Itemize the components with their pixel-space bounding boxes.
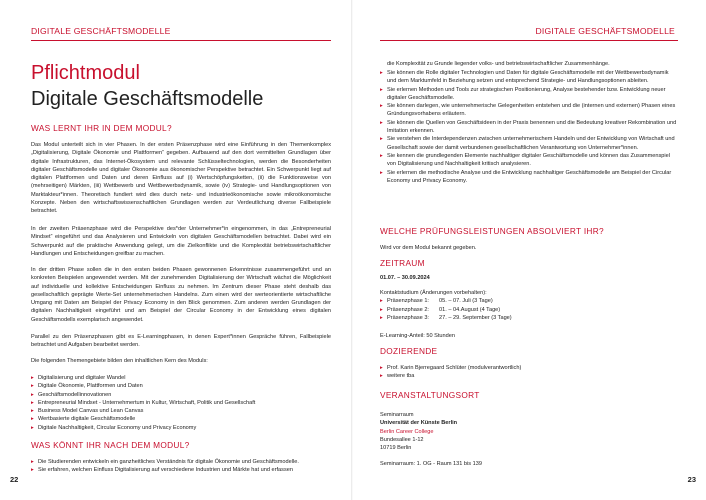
- continuation: [380, 60, 678, 68]
- arrow-icon: ▸: [31, 375, 34, 381]
- zeitraum-block: [380, 274, 678, 282]
- arrow-icon: ▸: [380, 70, 383, 76]
- section-heading-dozierende: DOZIERENDE: [380, 346, 438, 356]
- list-item: ▸ Die Studierenden entwickeln ein ganzheitliches Verständnis für digitale Ökonomie und Geschäftsmodelle.: [31, 459, 299, 465]
- arrow-icon: ▸: [31, 459, 34, 465]
- paragraph: In der dritten Phase sollen die in den ersten beiden Phasen gewonnenen Erkenntnisse zusammengeführt und an konkreten Beispielen angewendet werden. Mit der zunehmenden Digitalisierung der Wirtschaft wächst die Möglichkeit auf individuelle und kollektive Entscheidungen Einfluss zu nehmen. Im Zentrum dieser Phase steht deshalb das gesellschaftlich geprägte Werte-Set unternehmerischen Handelns. Zum einen wird der werteorientierte wirtschaftliche Umgang mit Daten am Beispiel der Privacy Economy in den Blick genommen. Zum anderen werden Grundlagen der digitalen Nachhaltigkeit eingeführt und am Beispiel der Circular Economy in der Entwicklung eines digitalen Geschäftsmodells exemplarisch angewendet.: [31, 267, 331, 323]
- arrow-icon: ▸: [380, 373, 383, 380]
- header-rule: [380, 40, 678, 41]
- ort-room: Seminarraum: 1. OG - Raum 131 bis 139: [380, 461, 482, 468]
- running-head: DIGITALE GESCHÄFTSMODELLE: [31, 26, 171, 36]
- list-item: ▸ Sie verstehen die Interdependenzen zwischen unternehmerischem Handeln und der Entwicklung von Wirtschaft und Gesellschaft sowie der damit verbundenen gesellschaftlichen Verantwortung von Unternehmer*innen.: [380, 136, 675, 151]
- para-2: [31, 225, 331, 258]
- paragraph: Parallel zu den Präsenzphasen gibt es E-Learningphasen, in denen Expert*innen Gespräche führen, Fallbeispiele betrachtet und Aufgaben bearbeitet werden.: [31, 334, 331, 349]
- arrow-icon: ▸: [31, 383, 34, 390]
- arrow-icon: ▸: [380, 365, 383, 371]
- page-number: 22: [10, 475, 19, 484]
- zeitraum-dates: 01.07. – 30.09.2024: [380, 275, 430, 281]
- arrow-icon: ▸: [31, 408, 34, 415]
- list-item: ▸ Digitalisierung und digitaler Wandel: [31, 375, 126, 381]
- list-item: ▸ Digitale Ökonomie, Plattformen und Daten: [31, 383, 143, 390]
- ort-block: [380, 411, 678, 469]
- kontakt-label: Kontaktstudium (Änderungen vorbehalten):: [380, 290, 487, 296]
- list-item: ▸ Digitale Nachhaltigkeit, Circular Economy und Privacy Economy: [31, 424, 197, 431]
- arrow-icon: ▸: [31, 391, 34, 398]
- paragraph: Das Modul unterteilt sich in vier Phasen. In der ersten Präsenzphase wird eine Einführung in den Themenkomplex „Digitalisierung, Digitale Ökonomie und Plattformen“ gegeben. Aufbauend auf den dort vermittelten Grundlagen über digitale Infrastrukturen, das Internet-Ökosystem und relevante Schlüsseltechnologien, werden die Besonderheiten digitaler Geschäftsmodelle und digitaler Ökonomie aus ökonomischer Perspektive betrachtet. Ein Schwerpunkt liegt auf digitalen Plattformen und Daten und deren Einfluss auf (i) Wertschöpfungsketten, (ii) die Funktionsweise von (mehrseitigen) Märkten, (iii) Wettbewerb und Wettbewerbsdynamik, sowie (iv) Strategie- und Handlungsoptionen von Marktakteur*innen. Theoretisch fundiert wird dies durch netz- und industrieökonomische sowie mikroökonomische Konzepte. Neben den wirtschaftswissenschaftlichen Grundlagen werden zur Verdeutlichung diverse Fallbeispiele betrachtet.: [31, 142, 331, 215]
- running-head: DIGITALE GESCHÄFTSMODELLE: [535, 26, 675, 36]
- phase-row: ▸ Präsenzphase 2: 01. – 04.August (4 Tage): [380, 306, 501, 313]
- list-item: ▸ Sie können die Quellen von Geschäftsideen in der Praxis benennen und die Bedeutung kreativer Rekombination und Imitation erkennen.: [380, 119, 677, 135]
- page-title: Digitale Geschäftsmodelle: [31, 88, 264, 110]
- continuation-text: die Komplexität zu Grunde liegender volks- und betriebswirtschaftlicher Zusammenhänge.: [387, 61, 610, 67]
- section-exam: [380, 226, 678, 236]
- arrow-icon: ▸: [31, 399, 34, 406]
- section-learn: [31, 123, 331, 133]
- exam-block: [380, 244, 678, 252]
- dozierende-list: [380, 364, 678, 381]
- ort-street: Bundesallee 1-12: [380, 436, 424, 443]
- section-heading-learn: WAS LERNT IHR IN DEM MODUL?: [31, 123, 172, 133]
- arrow-icon: ▸: [380, 136, 383, 143]
- list-item: ▸ Sie können darlegen, wie unternehmerische Gelegenheiten entstehen und die (internen und externen) Phasen eines Gründungsvorhabens erläutern.: [380, 103, 676, 118]
- right-page: [353, 0, 706, 500]
- arrow-icon: ▸: [380, 306, 383, 313]
- list-item: ▸ Prof. Karin Bjerregaard Schlüter (modulverantwortlich): [380, 365, 522, 371]
- section-zeitraum: [380, 258, 678, 268]
- section-heading-exam: WELCHE PRÜFUNGSLEISTUNGEN ABSOLVIERT IHR?: [380, 226, 604, 236]
- exam-text: Wird vor dem Modul bekannt gegeben.: [380, 245, 477, 251]
- arrow-icon: ▸: [31, 416, 34, 423]
- arrow-icon: ▸: [31, 467, 34, 474]
- list-item: ▸ Sie erfahren, welchen Einfluss Digitalisierung auf verschiedene Industrien und Märkte hat und erfassen: [31, 467, 293, 474]
- list-item: ▸ Sie kennen die grundlegenden Elemente nachhaltiger digitaler Geschäftsmodelle und können das Zusammenspiel von Digitalisierung und Nachhaltigkeit kritisch analysieren.: [380, 152, 670, 168]
- list-item: ▸ Business Model Canvas und Lean Canvas: [31, 408, 144, 415]
- list-item: ▸ Entrepreneurial Mindset - Unternehmertum in Kultur, Wirtschaft, Politik und Gesellschaft: [31, 399, 256, 406]
- paragraph: In der zweiten Präsenzphase wird die Perspektive des*der Unternehmer*in eingenommen, in das „Entrepreneurial Mindset“ eingeführt und das Analysieren und Entwickeln von digitalen Geschäftsmodellen betrachtet. Dabei wird ein Schwerpunkt auf die praktische Anwendung gelegt, um die Zielkonflikte und die Komplexität betriebswirtschaftlicher Handlungen und Entscheidungen greifbar zu machen.: [31, 226, 331, 257]
- arrow-icon: ▸: [380, 314, 383, 321]
- arrow-icon: ▸: [31, 424, 34, 431]
- topic-list: [31, 374, 331, 432]
- list-item: ▸ Geschäftsmodellinnovationen: [31, 391, 112, 398]
- elearning-block: [380, 332, 678, 340]
- list-item: ▸ weitere tba: [380, 373, 415, 380]
- arrow-icon: ▸: [380, 86, 383, 93]
- kontakt-block: [380, 289, 678, 322]
- arrow-icon: ▸: [380, 119, 383, 126]
- header-rule: [31, 40, 331, 41]
- paragraph: Die folgenden Themengebiete bilden den inhaltlichen Kern des Moduls:: [31, 358, 208, 364]
- phase-row: ▸ Präsenzphase 3: 27. – 29. September (3 Tage): [380, 314, 512, 321]
- ort-seminarraum: Seminarraum: [380, 412, 414, 418]
- ort-university: Universität der Künste Berlin: [380, 420, 458, 427]
- arrow-icon: ▸: [380, 103, 383, 110]
- outcome-list-left: [31, 458, 331, 475]
- list-item: ▸ Sie erlernen Methoden und Tools zur strategischen Positionierung, Analyse bestehender bzw. Entwicklung neuer digitaler Geschäftsmodelle.: [380, 86, 666, 101]
- para-3: [31, 266, 331, 324]
- ort-city: 10719 Berlin: [380, 445, 412, 452]
- section-heading-outcomes: WAS KÖNNT IHR NACH DEM MODUL?: [31, 440, 190, 450]
- ort-college: Berlin Career College: [380, 428, 434, 435]
- para-1: [31, 141, 331, 216]
- para-5: [31, 357, 331, 365]
- para-4: [31, 333, 331, 350]
- outcome-list-right: [380, 69, 678, 185]
- arrow-icon: ▸: [380, 152, 383, 159]
- section-heading-ort: VERANSTALTUNGSORT: [380, 390, 480, 400]
- list-item: ▸ Sie erlernen die methodische Analyse und die Entwicklung nachhaltiger Geschäftsmodelle am Beispiel der Circular Economy und Privacy Economy.: [380, 169, 672, 184]
- section-heading-zeitraum: ZEITRAUM: [380, 258, 425, 268]
- list-item: ▸ Wertbasierte digitale Geschäftsmodelle: [31, 416, 136, 423]
- section-ort: [380, 390, 678, 400]
- title-pre: Pflichtmodul: [31, 62, 140, 84]
- section-outcomes: [31, 440, 331, 450]
- elearning-text: E-Learning-Anteil: 50 Stunden: [380, 333, 455, 339]
- arrow-icon: ▸: [380, 298, 383, 305]
- arrow-icon: ▸: [380, 169, 383, 176]
- page-number: 23: [687, 475, 696, 484]
- phase-row: ▸ Präsenzphase 1: 05. – 07. Juli (3 Tage): [380, 298, 493, 305]
- list-item: ▸ Sie können die Rolle digitaler Technologien und Daten für digitale Geschäftsmodelle mit der Wettbewerbsdynamik und dem Marktumfeld in Beziehung setzen und entsprechend Strategie- und Handlungsoptionen ableiten.: [380, 70, 669, 85]
- section-dozierende: [380, 346, 678, 356]
